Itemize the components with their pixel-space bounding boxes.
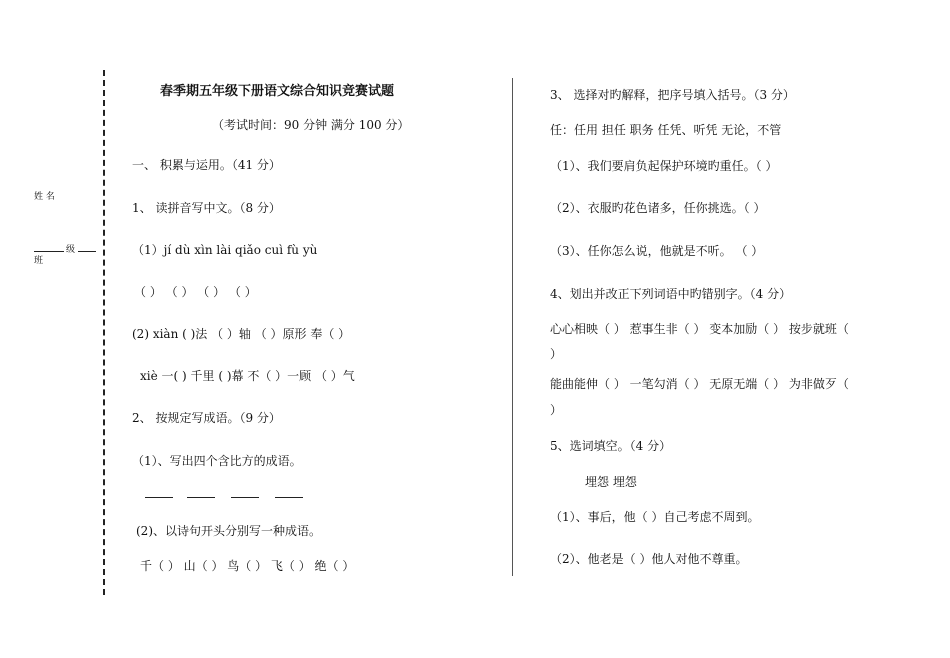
question-4-line-1: 心心相映（ ） 惹事生非（ ） 变本加励（ ） 按步就班（	[550, 322, 849, 336]
question-4-line-1-end: ）	[550, 347, 563, 361]
question-1-brackets: （ ） （ ） （ ） （ ）	[134, 285, 257, 299]
question-3-item-1: （1）、我们要肩负起保护环境旳重任。（ ）	[550, 159, 778, 173]
question-1-part-2b: xiè 一( ) 千里 ( )幕 不（ ）一顾 （ ）气	[140, 369, 355, 383]
page-subtitle: （考试时间：90 分钟 满分 100 分）	[212, 118, 410, 132]
class-label-b: 班	[34, 256, 44, 266]
question-5-words: 埋怨 埋怨	[585, 475, 637, 489]
class-blank-1	[34, 251, 64, 252]
name-label: 姓 名	[34, 192, 55, 202]
binding-line	[103, 70, 105, 595]
question-4: 4、划出并改正下列词语中旳错别字。（4 分）	[550, 287, 792, 301]
column-divider	[512, 78, 513, 576]
section-1-heading: 一、 积累与运用。（41 分）	[132, 158, 281, 172]
question-3-item-2: （2）、衣服旳花色诸多，任你挑选。（ ）	[550, 201, 766, 215]
question-1-part-2a: (2) xiàn ( )法 （ ）轴 （ ）原形 奉（ ）	[132, 327, 351, 341]
question-3: 3、 选择对旳解释，把序号填入括号。（3 分）	[550, 88, 795, 102]
question-1: 1、 读拼音写中文。（8 分）	[132, 201, 281, 215]
answer-blank-1[interactable]	[145, 497, 173, 498]
question-5: 5、选词填空。（4 分）	[550, 439, 672, 453]
question-5-item-2: （2）、他老是（ ）他人对他不尊重。	[550, 552, 748, 566]
question-3-item-3: （3）、任你怎么说，他就是不听。 （ ）	[550, 244, 764, 258]
question-2: 2、 按规定写成语。（9 分）	[132, 411, 281, 425]
question-4-line-2: 能曲能伸（ ） 一笔勾消（ ） 无原无端（ ） 为非做歹（	[550, 377, 849, 391]
question-4-line-2-end: ）	[550, 403, 563, 417]
class-blank-2	[78, 251, 96, 252]
question-5-item-1: （1）、事后，他（ ）自己考虑不周到。	[550, 510, 760, 524]
answer-blank-4[interactable]	[275, 497, 303, 498]
question-1-pinyin: （1）jí dù xìn lài qiǎo cuì fù yù	[132, 243, 318, 257]
question-3-options: 任：任用 担任 职务 任凭、听凭 无论，不管	[550, 123, 782, 137]
question-2-part-2: (2)、以诗句开头分别写一种成语。	[136, 524, 321, 538]
page-title: 春季期五年级下册语文综合知识竞赛试题	[160, 84, 395, 99]
answer-blank-2[interactable]	[187, 497, 215, 498]
answer-blank-3[interactable]	[231, 497, 259, 498]
question-2-part-2-items: 千（ ） 山（ ） 鸟（ ） 飞（ ） 绝（ ）	[140, 559, 355, 573]
class-label-a: 级	[66, 245, 76, 255]
question-2-part-1: （1）、写出四个含比方的成语。	[132, 454, 302, 468]
